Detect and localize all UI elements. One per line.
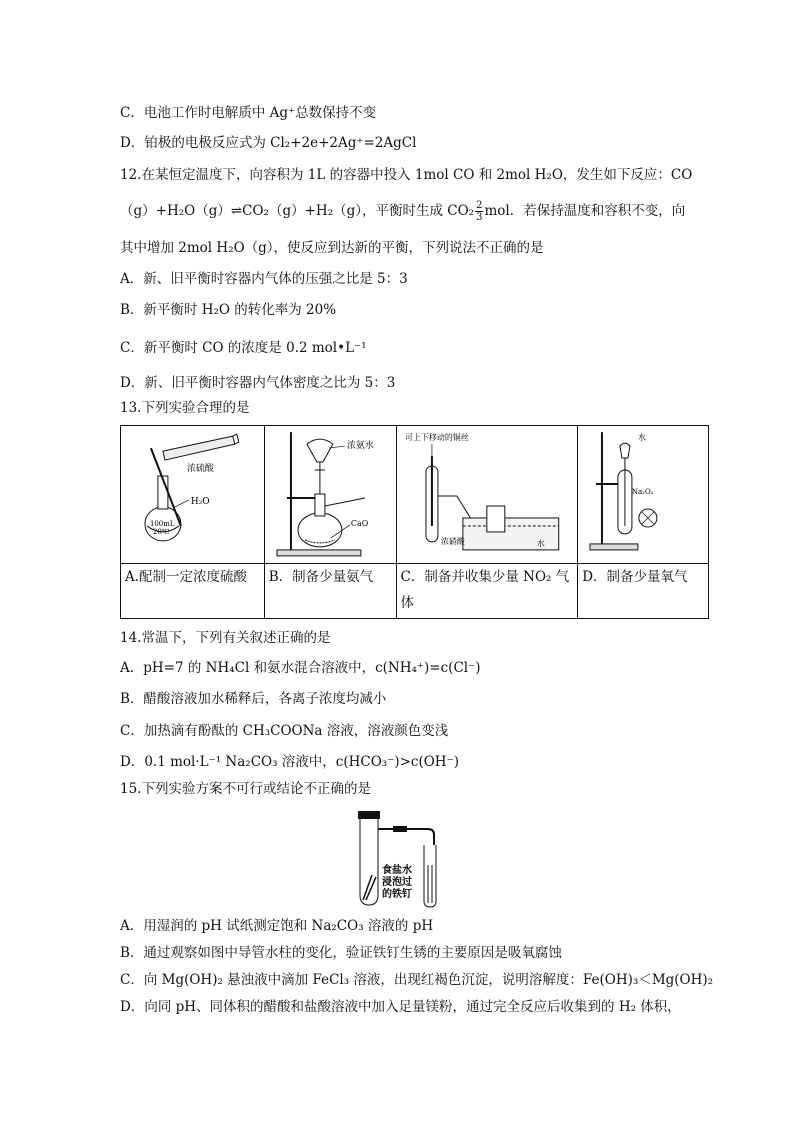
q12-stem-line2-a: （g）+H₂O（g）⇌CO₂（g）+H₂（g），平衡时生成 CO₂ bbox=[120, 203, 475, 219]
label-conc-sulfuric-acid: 浓硫酸 bbox=[186, 464, 214, 475]
q13-caption-d: D．制备少量氧气 bbox=[578, 564, 709, 619]
acid-dilution-illustration bbox=[121, 426, 264, 563]
q12-stem-line2 bbox=[120, 200, 685, 223]
q11-option-c: C．电池工作时电解质中 Ag⁺总数保持不变 bbox=[120, 105, 377, 121]
q13-caption-a: A.配制一定浓度硫酸 bbox=[121, 564, 265, 619]
q13-figure-d-cell bbox=[578, 426, 709, 564]
label-movable-copper-wire: 可上下移动的铜丝 bbox=[404, 433, 469, 443]
q12-fraction-num: 2 bbox=[476, 200, 483, 211]
q15-option-c: C．向 Mg(OH)₂ 悬浊液中滴加 FeCl₃ 溶液，出现红褐色沉淀，说明溶解度：Fe(OH)₃＜Mg(OH)₂ bbox=[120, 972, 714, 988]
q12-fraction bbox=[475, 200, 483, 223]
q12-stem-line1: 12.在某恒定温度下，向容积为 1L 的容器中投入 1mol CO 和 2mol H₂O，发生如下反应：CO bbox=[120, 167, 693, 183]
q12-fraction-den: 3 bbox=[476, 212, 483, 223]
q15-option-d: D．向同 pH、同体积的醋酸和盐酸溶液中加入足量镁粉，通过完全反应后收集到的 H₂ 体积， bbox=[120, 999, 681, 1015]
q11-option-d: D．铂极的电极反应式为 Cl₂+2e+2Ag⁺=2AgCl bbox=[120, 135, 417, 151]
q12-stem-line2-b: mol．若保持温度和容积不变，向 bbox=[484, 203, 686, 219]
q14-option-b: B．醋酸溶液加水稀释后，各离子浓度均减小 bbox=[120, 691, 387, 707]
label-conc-ammonia: 浓氨水 bbox=[346, 441, 374, 452]
ammonia-setup-illustration bbox=[265, 426, 396, 563]
q14-option-c: C．加热滴有酚酞的 CH₃COONa 溶液，溶液颜色变浅 bbox=[120, 723, 449, 739]
label-na2o2: Na₂O₂ bbox=[632, 488, 654, 497]
label-water-d: 水 bbox=[638, 433, 647, 443]
oxygen-setup-illustration bbox=[578, 426, 708, 563]
q12-option-c: C．新平衡时 CO 的浓度是 0.2 mol•L⁻¹ bbox=[120, 340, 367, 356]
label-flask-temp: 20℃ bbox=[152, 527, 170, 536]
label-conc-nitric-acid: 浓硝酸 bbox=[440, 536, 465, 546]
fig15-label-line1: 食盐水 bbox=[382, 865, 412, 876]
q13-figure-b-cell bbox=[264, 426, 396, 564]
no2-setup-illustration bbox=[397, 426, 578, 563]
q15-option-b: B．通过观察如图中导管水柱的变化，验证铁钉生锈的主要原因是吸氧腐蚀 bbox=[120, 945, 562, 961]
q13-caption-b: B．制备少量氨气 bbox=[264, 564, 396, 619]
q13-experiment-table bbox=[120, 425, 709, 619]
label-water-c: 水 bbox=[536, 538, 545, 548]
label-cao: CaO bbox=[350, 518, 368, 528]
iron-nail-corrosion-figure bbox=[348, 805, 458, 910]
q13-caption-c: C．制备并收集少量 NO₂ 气体 bbox=[396, 564, 578, 619]
q14-option-a: A．pH=7 的 NH₄Cl 和氨水混合溶液中，c(NH₄⁺)=c(Cl⁻) bbox=[120, 660, 481, 676]
q13-stem: 13.下列实验合理的是 bbox=[120, 400, 250, 416]
fig15-label-line3: 的铁钉 bbox=[382, 889, 412, 900]
fig15-label-line2: 浸泡过 bbox=[382, 877, 412, 888]
q12-option-d: D．新、旧平衡时容器内气体密度之比为 5：3 bbox=[120, 375, 396, 391]
label-water-a: H₂O bbox=[190, 496, 210, 507]
q14-option-d: D．0.1 mol·L⁻¹ Na₂CO₃ 溶液中，c(HCO₃⁻)>c(OH⁻) bbox=[120, 754, 459, 770]
q12-stem-line3: 其中增加 2mol H₂O（g），使反应到达新的平衡，下列说法不正确的是 bbox=[120, 240, 544, 256]
q15-stem: 15.下列实验方案不可行或结论不正确的是 bbox=[120, 781, 371, 797]
label-flask-volume: 100mL bbox=[149, 519, 175, 528]
q13-figure-c-cell bbox=[396, 426, 578, 564]
q12-option-a: A．新、旧平衡时容器内气体的压强之比是 5：3 bbox=[120, 271, 408, 287]
q15-option-a: A．用湿润的 pH 试纸测定饱和 Na₂CO₃ 溶液的 pH bbox=[120, 918, 434, 934]
q13-figure-a-cell bbox=[121, 426, 265, 564]
q12-option-b: B．新平衡时 H₂O 的转化率为 20% bbox=[120, 302, 337, 318]
q14-stem: 14.常温下，下列有关叙述正确的是 bbox=[120, 630, 331, 646]
